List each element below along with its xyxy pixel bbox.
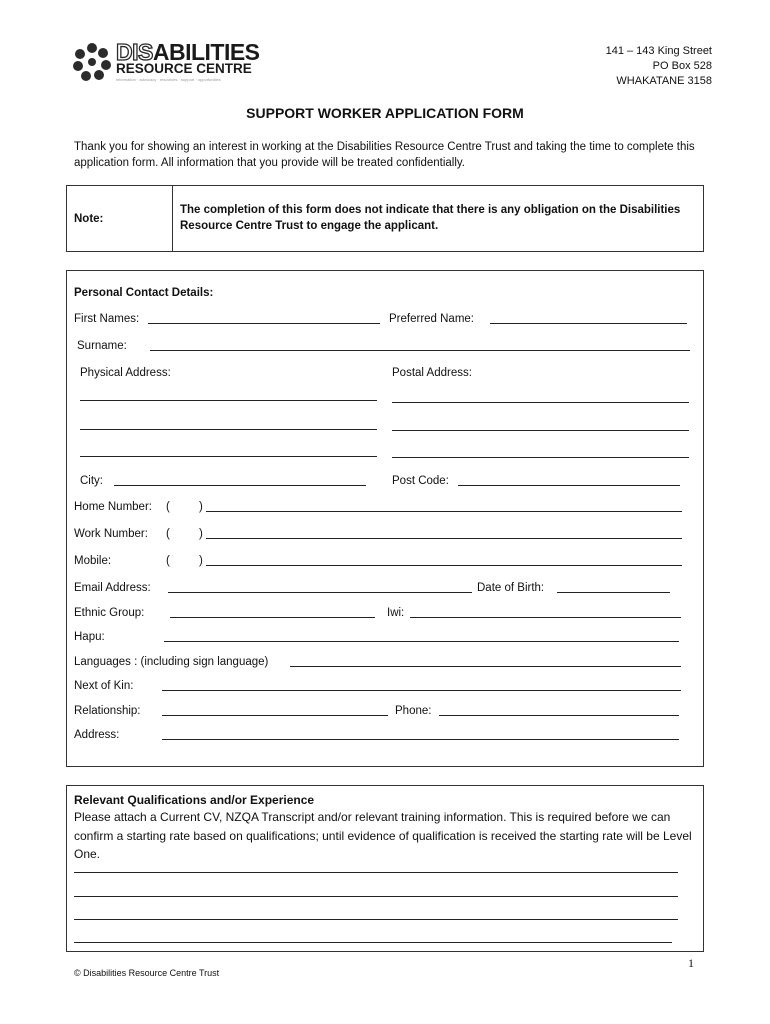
next-of-kin-field[interactable] bbox=[162, 690, 681, 691]
next-of-kin-label: Next of Kin: bbox=[74, 680, 134, 692]
area-code-open: ( bbox=[166, 501, 170, 513]
page-number: 1 bbox=[688, 956, 694, 970]
logo-tagline: information · advocacy · resources · support · opportunities bbox=[116, 77, 221, 82]
ethnic-group-label: Ethnic Group: bbox=[74, 607, 145, 619]
iwi-label: Iwi: bbox=[387, 607, 405, 619]
logo bbox=[70, 40, 260, 84]
logo-subtitle: RESOURCE CENTRE bbox=[116, 61, 252, 76]
relationship-field[interactable] bbox=[162, 715, 388, 716]
email-label: Email Address: bbox=[74, 582, 151, 594]
postal-address-field-1[interactable] bbox=[392, 402, 689, 403]
personal-heading: Personal Contact Details: bbox=[74, 287, 214, 299]
qualifications-heading: Relevant Qualifications and/or Experience bbox=[74, 793, 315, 807]
preferred-name-label: Preferred Name: bbox=[389, 313, 475, 325]
note-label: Note: bbox=[67, 186, 173, 251]
qualifications-field-1[interactable] bbox=[74, 872, 678, 873]
email-field[interactable] bbox=[168, 592, 472, 593]
preferred-name-field[interactable] bbox=[490, 323, 687, 324]
languages-label: Languages : (including sign language) bbox=[74, 656, 269, 668]
iwi-field[interactable] bbox=[410, 617, 681, 618]
postal-address-label: Postal Address: bbox=[392, 367, 472, 379]
form-title: SUPPORT WORKER APPLICATION FORM bbox=[246, 105, 524, 121]
home-number-field[interactable] bbox=[206, 511, 682, 512]
qualifications-text: Please attach a Current CV, NZQA Transcript and/or relevant training information. This is required before we can confirm a starting rate based on qualifications; until evidence of qualification is received the starting rate will be Level One. bbox=[74, 810, 692, 861]
physical-address-label: Physical Address: bbox=[80, 367, 171, 379]
area-code-open: ( bbox=[166, 555, 170, 567]
physical-address-field-1[interactable] bbox=[80, 400, 377, 401]
personal-details-section bbox=[66, 270, 704, 767]
note-text: The completion of this form does not indicate that there is any obligation on the Disabilities Resource Centre Trust to engage the applicant. bbox=[180, 204, 681, 232]
logo-wordmark: DISABILITIES bbox=[116, 39, 260, 65]
address-field[interactable] bbox=[162, 739, 679, 740]
phone-label: Phone: bbox=[395, 705, 432, 717]
surname-field[interactable] bbox=[150, 350, 690, 351]
address-line: 141 – 143 King Street bbox=[605, 45, 712, 57]
area-code-close: ) bbox=[199, 501, 203, 513]
postal-address-field-2[interactable] bbox=[392, 430, 689, 431]
date-of-birth-field[interactable] bbox=[557, 592, 670, 593]
ethnic-group-field[interactable] bbox=[170, 617, 375, 618]
first-names-field[interactable] bbox=[148, 323, 380, 324]
copyright-footer: © Disabilities Resource Centre Trust bbox=[74, 968, 220, 978]
intro-paragraph: Thank you for showing an interest in working at the Disabilities Resource Centre Trust and taking the time to complete this application form. All information that you provide will be treated confidentially. bbox=[74, 141, 695, 169]
work-number-field[interactable] bbox=[206, 538, 682, 539]
address-line: PO Box 528 bbox=[652, 60, 712, 72]
relationship-label: Relationship: bbox=[74, 705, 141, 717]
home-number-label: Home Number: bbox=[74, 501, 152, 513]
phone-field[interactable] bbox=[439, 715, 679, 716]
mobile-label: Mobile: bbox=[74, 555, 112, 567]
work-number-label: Work Number: bbox=[74, 528, 148, 540]
qualifications-field-2[interactable] bbox=[74, 896, 678, 897]
area-code-open: ( bbox=[166, 528, 170, 540]
hapu-label: Hapu: bbox=[74, 631, 105, 643]
city-field[interactable] bbox=[114, 485, 366, 486]
logo-flower-icon bbox=[72, 42, 112, 82]
languages-field[interactable] bbox=[290, 666, 681, 667]
qualifications-field-4[interactable] bbox=[74, 942, 672, 943]
address-line: WHAKATANE 3158 bbox=[616, 75, 712, 87]
date-of-birth-label: Date of Birth: bbox=[477, 582, 545, 594]
post-code-label: Post Code: bbox=[392, 475, 449, 487]
city-label: City: bbox=[80, 475, 103, 487]
post-code-field[interactable] bbox=[458, 485, 680, 486]
first-names-label: First Names: bbox=[74, 313, 140, 325]
organisation-address bbox=[606, 44, 712, 89]
qualifications-field-3[interactable] bbox=[74, 919, 678, 920]
area-code-close: ) bbox=[199, 528, 203, 540]
physical-address-field-3[interactable] bbox=[80, 456, 377, 457]
address-label: Address: bbox=[74, 729, 120, 741]
mobile-field[interactable] bbox=[206, 565, 682, 566]
physical-address-field-2[interactable] bbox=[80, 429, 377, 430]
surname-label: Surname: bbox=[77, 340, 127, 352]
area-code-close: ) bbox=[199, 555, 203, 567]
postal-address-field-3[interactable] bbox=[392, 457, 689, 458]
note-box bbox=[66, 185, 704, 252]
hapu-field[interactable] bbox=[164, 641, 679, 642]
